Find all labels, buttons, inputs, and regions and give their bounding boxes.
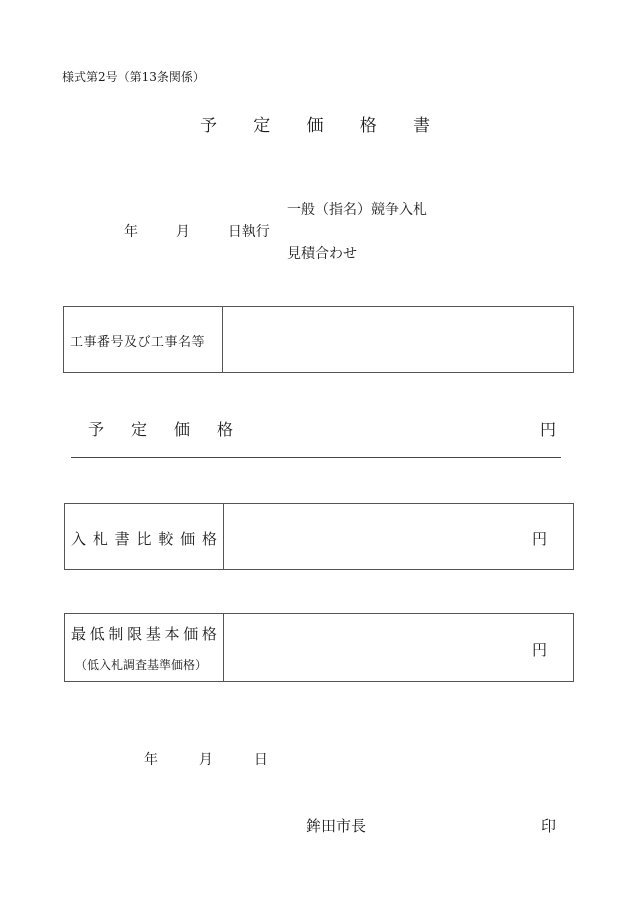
construction-label-cell (64, 307, 223, 372)
document-title (200, 111, 430, 136)
planned-price-char: 予 (88, 420, 105, 439)
planned-price-char: 定 (130, 420, 147, 439)
planned-price-unit: 円 (540, 420, 557, 439)
title-char: 定 (253, 116, 271, 136)
exec-month-label: 月 (175, 224, 190, 240)
planned-price-char: 格 (216, 420, 233, 439)
title-char: 書 (413, 116, 430, 136)
exec-year-label: 年 (124, 224, 138, 240)
sign-day-label: 日 (253, 752, 268, 768)
title-char: 価 (306, 116, 324, 136)
construction-info-box (63, 306, 574, 373)
minimum-price-unit: 円 (532, 641, 548, 659)
form-number: 様式第2号（第13条関係） (62, 70, 205, 84)
minimum-price-sub-label: （低入札調査基準価格） (75, 658, 208, 672)
title-char: 格 (359, 116, 377, 136)
minimum-price-label-cell (65, 614, 224, 681)
bid-method-quotation: 見積合わせ (287, 246, 357, 262)
bid-comparison-unit: 円 (532, 530, 548, 548)
seal-mark: 印 (541, 817, 557, 835)
construction-label: 工事番号及び工事名等 (70, 335, 206, 350)
bid-comparison-label-cell (65, 504, 224, 569)
bid-method-general-designated: 一般（指名）競争入札 (287, 202, 427, 218)
bid-comparison-box (64, 503, 574, 570)
minimum-price-label: 最 低 制 限 基 本 価 格 (71, 625, 217, 643)
mayor-title: 鉾田市長 (306, 817, 367, 835)
execution-date (124, 221, 270, 241)
sign-month-label: 月 (198, 752, 213, 768)
planned-price-underline (71, 457, 561, 458)
minimum-price-box (64, 613, 574, 682)
sign-year-label: 年 (144, 752, 158, 768)
bid-comparison-label: 入 札 書 比 較 価 格 (71, 530, 217, 548)
exec-day-label: 日執行 (227, 224, 270, 240)
title-char: 予 (200, 116, 217, 136)
planned-price-char: 価 (173, 420, 190, 439)
signature-date (144, 749, 268, 769)
planned-price-label (88, 417, 233, 440)
